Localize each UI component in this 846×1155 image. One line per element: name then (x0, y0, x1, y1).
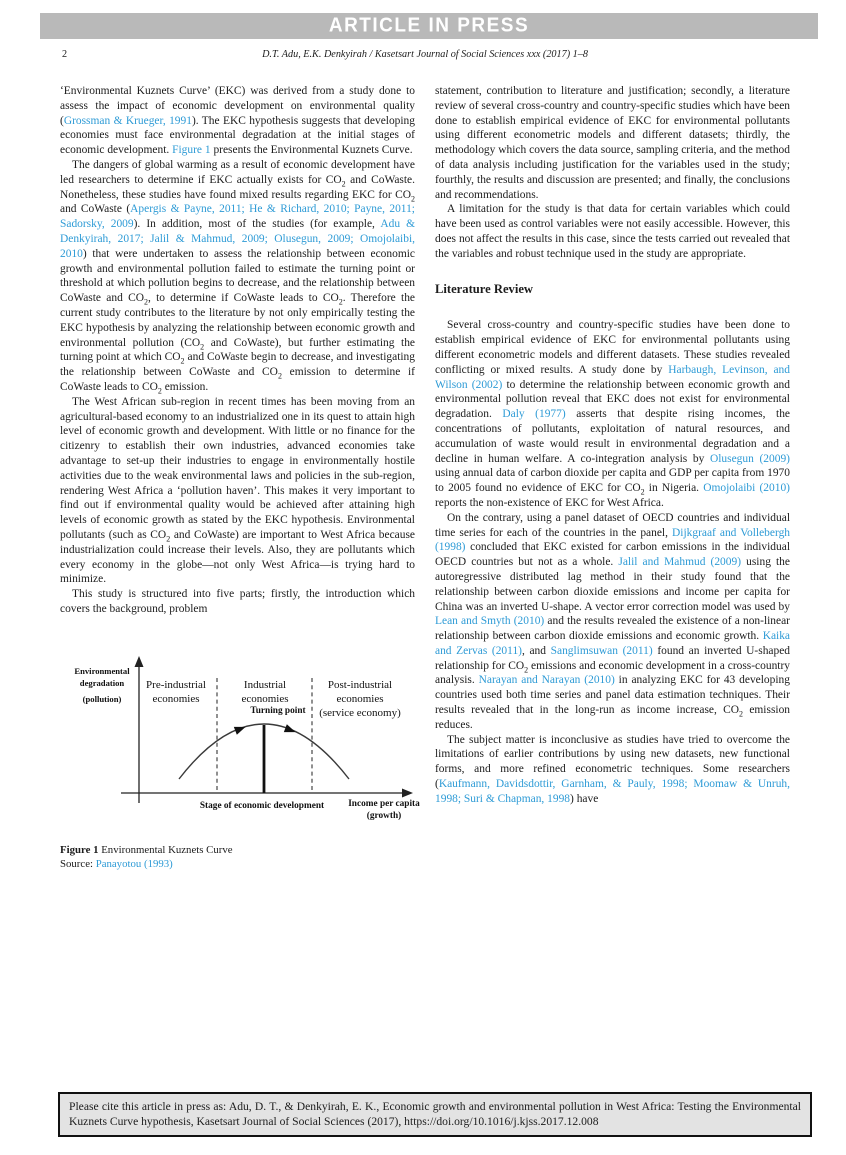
citation-link[interactable]: Olusegun (2009) (709, 452, 790, 465)
x-axis-stage-label: Stage of economic development (199, 800, 325, 811)
left-column (60, 84, 420, 871)
citation-link[interactable]: Daly (1977) (502, 408, 566, 421)
paragraph: The dangers of global warming as a result of economic development have led researchers to determine if EKC actually exists for $CO_2$ and CoWaste. Nonetheless, these studies have found mixed results regarding EKC for $CO_2$ and CoWaste (Apergis & Payne, 2011; He & Richard, 2010; Payne, 2011; Sadorsky, 2009). In addition, most of the studies (for example, Adu & Denkyirah, 2017; Jalil & Mahmud, 2009; Olusegun, 2009; Omojolaibi, 2010) that were undertaken to assess the relationship between economic growth and environmental pollution failed to estimate the turning point or threshold at which pollution begins to decrease, and the relationship between CoWaste and $CO_2$, to determine if CoWaste leads to $CO_2$. Therefore the current study contributes to the literature by not only empirically testing the EKC hypothesis by analyzing the relationship between economic growth and environmental pollution ($CO_2$ and CoWaste), but further estimating the turning point at which $CO_2$ and CoWaste begin to decrease, and investigating the relationship between CoWaste and $CO_2$ emission to determine if CoWaste leads to $CO_2$ emission. (60, 158, 415, 396)
figure-caption-title: Environmental Kuznets Curve (101, 843, 233, 856)
svg-text:(pollution): (pollution) (82, 693, 122, 704)
figure-caption-label: Figure 1 (60, 843, 99, 856)
running-title: D.T. Adu, E.K. Denkyirah / Kasetsart Journal of Social Sciences xxx (2017) 1–8 (262, 49, 588, 60)
curve-arrow-down-icon (284, 724, 297, 736)
citation-link[interactable]: Harbaugh, Levinson, and Wilson (2002) (435, 363, 790, 391)
subscript: 2 (166, 534, 171, 544)
figure-source-link[interactable]: Panayotou (1993) (95, 857, 173, 870)
paragraph: The West African sub-region in recent times has been moving from an agricultural-based economy to an industrialized one in its quest to attain high level of economic growth and development. With little or no finance for the citizenry to establish their own industries, advanced economies take advantage to set-up their industries to engage in environmentally hostile activities due to the weak environmental laws and policies in the sub-region, rendering West Africa a ‘pollution haven’. This makes it very important to find out if environmental quality would be achieved after attaining high levels of economic growth as stated by the EKC hypothesis. Environmental pollutants (such as $CO_2$ and CoWaste) are important to West Africa because industrialization could increase their levels. Also, they are pollutants which every economy in the globe—not only West Africa—is trying hard to minimize. (60, 395, 415, 586)
curve-arrow-up-icon (234, 723, 247, 735)
paragraph: statement, contribution to literature and justification; secondly, a literature review of several cross-country and country-specific studies which have been done to establish empirical evidence of EKC for environmental pollutants using different econometric models and different datasets; thirdly, the methodology which covers the data source, sampling criteria, and the method of data analysis including justification for the variables used in the study; fourthly, the results and discussion are presented; and finally, the conclusions and recommendations. (435, 85, 790, 201)
y-axis-label: Environmental (74, 665, 130, 676)
subscript: 2 (277, 371, 282, 381)
running-header (60, 49, 790, 65)
citation-link[interactable]: Omojolaibi (2010) (703, 482, 790, 495)
figure-1-ekc-diagram (54, 651, 426, 871)
citation-link[interactable]: Apergis & Payne, 2011; He & Richard, 2010; Payne, 2011; Sadorsky, 2009 (60, 203, 415, 231)
subscript: 2 (338, 297, 343, 307)
svg-text:(service economy): (service economy) (319, 706, 401, 719)
citation-link[interactable]: Dijkgraaf and Vollebergh (1998) (435, 526, 791, 554)
citation-link[interactable]: Kaika and Zervas (2011) (435, 630, 790, 657)
citation-link[interactable]: Kaufmann, Davidsdottir, Garnham, & Pauly, 1998; Moomaw & Unruh, 1998; Suri & Chapman, 1998 (435, 778, 790, 805)
citation-notice-text: Please cite this article in press as: Adu, D. T., & Denkyirah, E. K., Economic growth and environmental pollution in West Africa: Testing the Environmental Kuznets Curve hypothesis, Kasetsart Journal of Social Sciences (2017), https://doi.org/10.1016/j.kjss.2017.12.008 (69, 1100, 801, 1129)
subscript: 2 (157, 386, 162, 396)
subscript: 2 (180, 356, 185, 366)
paragraph: This study is structured into five parts; firstly, the introduction which covers the background, problem (60, 588, 415, 615)
banner-text: ARTICLE IN PRESS (328, 14, 530, 37)
left-column-text (60, 84, 415, 617)
figure-caption (60, 843, 426, 871)
y-axis-arrow-icon (135, 656, 144, 667)
paragraph: The subject matter is inconclusive as studies have tried to overcome the limitations of earlier contributions by using new datasets, new functional forms, and more refined econometric techniques. Some researchers (Kaufmann, Davidsdottir, Garnham, & Pauly, 1998; Moomaw & Unruh, 1998; Suri & Chapman, 1998) have (435, 733, 790, 805)
paragraph: ‘Environmental Kuznets Curve’ (EKC) was derived from a study done to assess the impact of economic development on environmental quality (Grossman & Krueger, 1991). The EKC hypothesis suggests that developing economies must face environmental degradation at the initial stages of economic development. Figure 1 presents the Environmental Kuznets Curve. (60, 85, 415, 157)
svg-text:economies: economies (336, 692, 384, 705)
figure-source-label: Source: (60, 857, 93, 870)
paragraph: A limitation for the study is that data for certain variables which could have been used as control variables were not easily accessible. However, this does not affect the results in this case, since the tests carried out revealed that the variables and robust technique used in the study are appropriate. (435, 203, 790, 260)
citation-link[interactable]: Adu & Denkyirah, 2017; Jalil & Mahmud, 2009; Olusegun, 2009; Omojolaibi, 2010 (60, 218, 415, 260)
svg-text:(growth): (growth) (366, 810, 402, 821)
x-axis-income-label: Income per capita (348, 798, 420, 809)
subscript: 2 (640, 487, 645, 497)
svg-text:degradation: degradation (79, 677, 125, 688)
subscript: 2 (341, 179, 346, 189)
citation-notice-box (58, 1092, 812, 1137)
citation-link[interactable]: Sanglimsuwan (2011) (550, 644, 653, 657)
region-industrial-label: Industrial (243, 678, 287, 691)
subscript: 2 (200, 341, 205, 351)
citation-link[interactable]: Grossman & Krueger, 1991 (63, 114, 192, 127)
ekc-curve-chart (54, 651, 426, 833)
svg-text:economies: economies (152, 692, 200, 705)
right-column (435, 84, 790, 871)
section-heading: Literature Review (435, 281, 534, 296)
citation-link[interactable]: Jalil and Mahmud (2009) (618, 556, 742, 569)
region-post-industrial-label: Post-industrial (327, 678, 393, 691)
region-pre-industrial-label: Pre-industrial (146, 678, 206, 691)
x-axis-arrow-icon (402, 788, 413, 797)
body-columns (60, 84, 790, 871)
svg-text:economies: economies (241, 692, 289, 705)
citation-link[interactable]: Narayan and Narayan (2010) (478, 674, 615, 687)
paragraph: Several cross-country and country-specific studies have been done to establish empirical evidence of EKC for environmental pollutants using different econometric models and different datasets. These studies revealed conflicting or mixed results. A study done by Harbaugh, Levinson, and Wilson (2002) to determine the relationship between economic growth and environmental pollution reveal that EKC does not exist for environmental degradation. Daly (1977) asserts that despite rising incomes, the concentrations of pollutants, exploitation of natural resources, and accumulation of waste would result in environmental degradation and a decline in human welfare. A co-integration analysis by Olusegun (2009) using annual data of carbon dioxide per capita and GDP per capita from 1970 to 2005 found no evidence of EKC for $CO_2$ in Nigeria. Omojolaibi (2010) reports the non-existence of EKC for West Africa. (435, 319, 790, 509)
article-in-press-banner (40, 13, 818, 39)
subscript: 2 (143, 297, 148, 307)
citation-link[interactable]: Lean and Smyth (2010) (435, 615, 545, 628)
subscript: 2 (524, 664, 529, 674)
subscript: 2 (739, 709, 744, 719)
turning-point-label: Turning point (250, 705, 306, 716)
citation-link[interactable]: Figure 1 (172, 144, 211, 157)
paragraph: On the contrary, using a panel dataset of OECD countries and individual time series for each of the countries in the panel, Dijkgraaf and Vollebergh (1998) concluded that EKC existed for carbon emissions in the individual OECD countries but not as a whole. Jalil and Mahmud (2009) using the autoregressive distributed lag method in their study found that the relationship between carbon dioxide emissions and income per capita for China was an inverted U-shape. A vector error correction model was used by Lean and Smyth (2010) and the results revealed the existence of a non-linear relationship between carbon dioxide emissions and economic growth. Kaika and Zervas (2011), and Sanglimsuwan (2011) found an inverted U-shaped relationship for $CO_2$ emissions and economic development in a cross-country analysis. Narayan and Narayan (2010) in analyzing EKC for 43 developing countries used both time series and panel data estimation techniques. Their results revealed that in the long-run as income increase, $CO_2$ emission reduces. (435, 511, 791, 731)
subscript: 2 (411, 193, 415, 203)
page-number: 2 (62, 49, 68, 60)
